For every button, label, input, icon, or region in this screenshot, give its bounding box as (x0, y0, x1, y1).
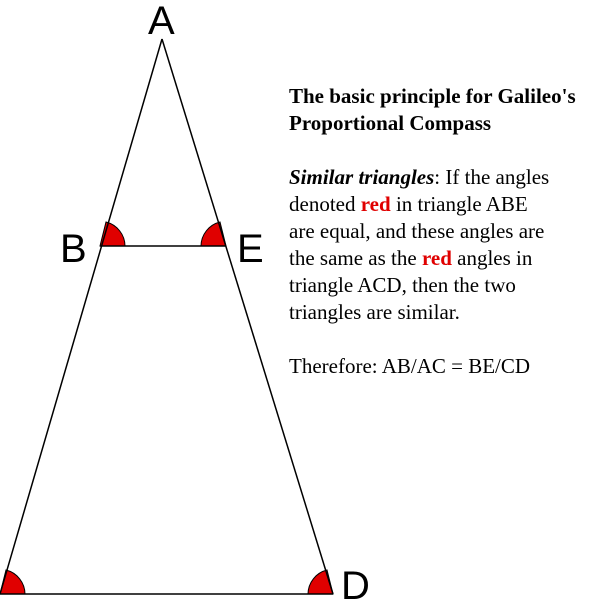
red-word-2: red (421, 246, 452, 270)
vertex-label-d: D (341, 564, 370, 600)
caption-text (289, 83, 600, 380)
similarity-paragraph: Similar triangles: If the angles denoted red in triangle ABE are equal, and these angles are the same as the red angles in triangle ACD, then the two triangles are similar. (289, 165, 550, 324)
caption-title (289, 83, 600, 137)
caption-title-line2: Proportional Compass (289, 111, 492, 135)
angle-marker-b (100, 222, 125, 246)
conclusion-text: Therefore: AB/AC = BE/CD (289, 354, 531, 378)
similarity-text-line1: If the angles (440, 165, 550, 189)
red-word-1: red (360, 192, 391, 216)
caption-title-line1: The basic principle for Galileo's (289, 84, 576, 108)
vertex-label-b: B (60, 227, 87, 271)
similar-triangles-term: Similar triangles (289, 165, 435, 189)
vertex-label-e: E (237, 227, 264, 271)
side-ac (0, 39, 162, 594)
vertex-label-a: A (148, 0, 175, 43)
